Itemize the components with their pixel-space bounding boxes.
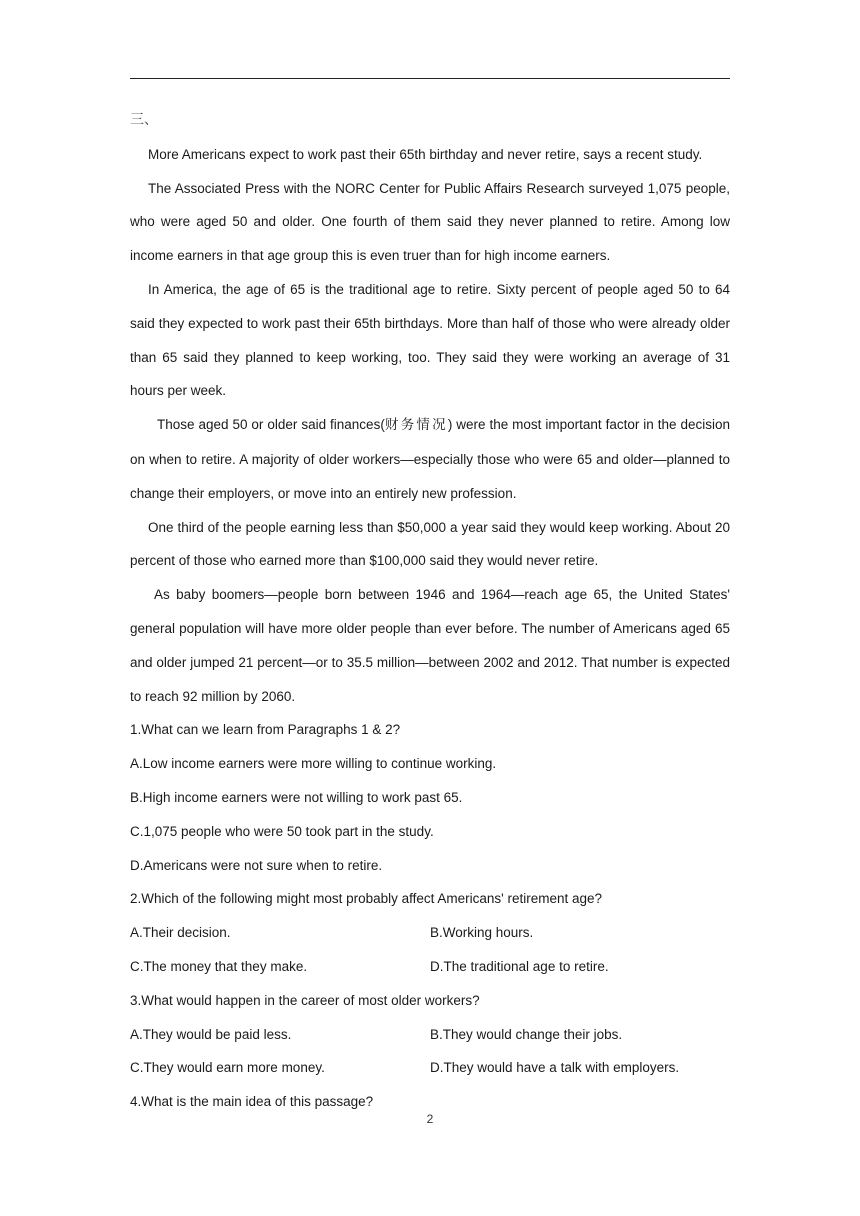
question-2-stem: 2.Which of the following might most probably affect Americans' retirement age? [130, 891, 603, 907]
question-3-option-c: C.They would earn more money. [130, 1060, 325, 1076]
page-number: 2 [426, 1112, 434, 1126]
question-1-option-b: B.High income earners were not willing to work past 65. [130, 789, 463, 805]
question-2-option-d: D.The traditional age to retire. [430, 958, 609, 974]
question-3-option-b: B.They would change their jobs. [430, 1026, 623, 1042]
question-2-options-row-1 [130, 916, 730, 950]
passage-paragraph-2: The Associated Press with the NORC Center for Public Affairs Research surveyed 1,075 people, who were aged 50 and older. One fourth of them said they never planned to retire. Among low income earners in that age group this is even truer than for high income earners. [130, 180, 730, 264]
question-1-option-a: A.Low income earners were more willing to continue working. [130, 756, 497, 772]
passage-paragraph-3: In America, the age of 65 is the traditional age to retire. Sixty percent of people aged 50 to 64 said they expected to work past their 65th birthdays. More than half of those who were already older than 65 said they planned to keep working, too. They said they were working an average of 31 hours per week. [130, 281, 730, 399]
question-3-option-d: D.They would have a talk with employers. [430, 1060, 680, 1076]
question-2-option-a: A.Their decision. [130, 925, 231, 941]
passage-paragraph-6: As baby boomers—people born between 1946 and 1964—reach age 65, the United States' general population will have more older people than ever before. The number of Americans aged 65 and older jumped 21 percent—or to 35.5 million—between 2002 and 2012. That number is expected to reach 92 million by 2060. [130, 587, 730, 704]
header-rule [130, 78, 730, 79]
chinese-gloss: 财务情况 [384, 417, 448, 434]
question-3-option-a: A.They would be paid less. [130, 1026, 292, 1042]
question-1-stem: 1.What can we learn from Paragraphs 1 & 2? [130, 722, 401, 738]
passage-paragraph-5: One third of the people earning less than $50,000 a year said they would keep working. About 20 percent of those who earned more than $100,000 said they would never retire. [130, 519, 730, 569]
question-2-options-row-2 [130, 950, 730, 984]
question-2-option-c: C.The money that they make. [130, 958, 308, 974]
question-3-options-row-1 [130, 1018, 730, 1052]
paragraph-4-text-start: Those aged 50 or older said finances( [157, 417, 385, 433]
question-3-options-row-2 [130, 1051, 730, 1085]
page-content [130, 104, 730, 1119]
passage-paragraph-1: More Americans expect to work past their 65th birthday and never retire, says a recent study. [148, 146, 703, 162]
question-1-option-d: D.Americans were not sure when to retire. [130, 857, 383, 873]
question-2-option-b: B.Working hours. [430, 925, 534, 941]
question-3-stem: 3.What would happen in the career of most older workers? [130, 992, 480, 1008]
paragraph-4-text-end: ) were the most important factor in the decision on when to retire. A majority of older workers—especially those who were 65 and older—planned to change their employers, or move into an entirely new profession. [130, 417, 731, 501]
question-1-option-c: C.1,075 people who were 50 took part in the study. [130, 823, 434, 839]
section-mark: 三、 [130, 112, 158, 128]
passage-paragraph-4 [130, 408, 730, 510]
question-4-stem: 4.What is the main idea of this passage? [130, 1094, 374, 1110]
